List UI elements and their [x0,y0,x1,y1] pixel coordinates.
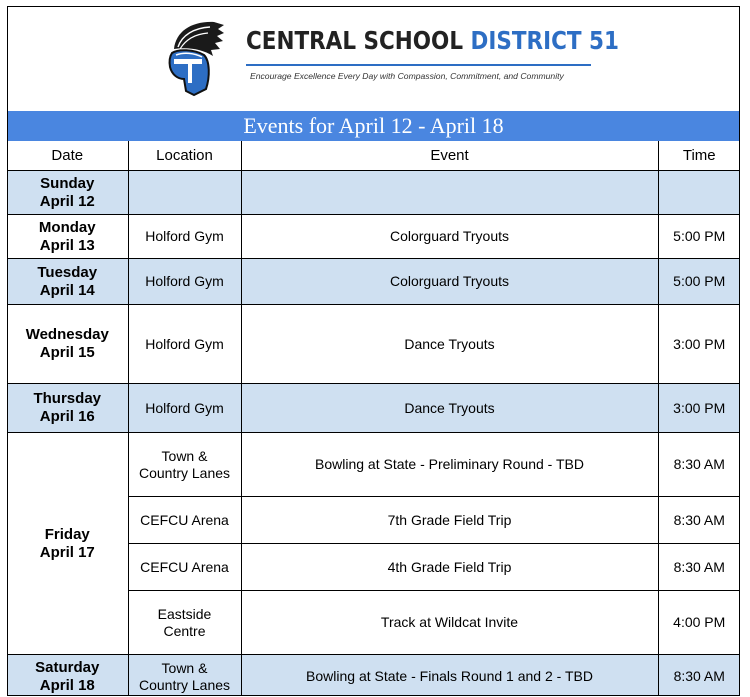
table-row [7,384,740,433]
location-cell: Holford Gym [128,259,241,305]
day-date: April 16 [39,408,95,425]
date-cell [7,305,128,384]
header-date: Date [7,141,128,171]
header-location: Location [128,141,241,171]
tagline: Encourage Excellence Every Day with Compassion, Commitment, and Community [250,71,564,81]
date-cell [7,171,128,215]
day-date: April 14 [39,281,95,299]
event-cell: Bowling at State - Preliminary Round - TBD [241,433,658,497]
location-cell [128,655,241,697]
location-line: Country Lanes [138,676,231,693]
events-table [7,141,740,696]
location-line: Eastside [157,605,212,622]
day-date: April 15 [39,344,95,361]
time-cell: 3:00 PM [658,305,740,384]
event-cell: Dance Tryouts [241,305,658,384]
header-event: Event [241,141,658,171]
time-cell: 3:00 PM [658,384,740,433]
time-cell: 8:30 AM [658,433,740,497]
day-name: Tuesday [37,263,98,281]
location-cell [128,591,241,655]
events-banner: Events for April 12 - April 18 [8,111,739,141]
day-name: Thursday [33,390,101,407]
day-name: Monday [38,218,96,236]
location-line: Town & [161,447,208,464]
header [8,7,739,111]
district-name-part1: CENTRAL SCHOOL [246,26,471,55]
day-name: Sunday [40,174,95,192]
time-cell: 4:00 PM [658,591,740,655]
event-cell [241,171,658,215]
brand [246,26,680,81]
date-cell [7,384,128,433]
day-date: April 17 [39,543,95,561]
header-row [7,141,740,171]
day-name: Saturday [35,658,100,676]
event-cell: 7th Grade Field Trip [241,497,658,544]
district-name [246,26,619,56]
location-cell: CEFCU Arena [128,497,241,544]
location-cell [128,433,241,497]
date-cell [7,259,128,305]
time-cell: 5:00 PM [658,215,740,259]
day-date: April 12 [39,192,95,210]
day-name: Friday [44,525,90,543]
location-cell: Holford Gym [128,384,241,433]
date-cell [7,433,128,655]
location-line: Centre [163,622,206,639]
location-line: Town & [161,659,208,676]
time-cell [658,171,740,215]
event-cell: Bowling at State - Finals Round 1 and 2 - TBD [241,655,658,697]
table-row [7,433,740,497]
district-name-part2: DISTRICT 51 [470,26,619,55]
event-cell: Dance Tryouts [241,384,658,433]
date-cell [7,655,128,697]
day-name: Wednesday [25,326,109,343]
location-cell: Holford Gym [128,305,241,384]
date-cell [7,215,128,259]
event-cell: Colorguard Tryouts [241,259,658,305]
brand-underline [246,64,591,66]
location-cell [128,171,241,215]
table-row [7,171,740,215]
table-row [7,259,740,305]
time-cell: 5:00 PM [658,259,740,305]
location-cell: Holford Gym [128,215,241,259]
table-row [7,655,740,697]
events-document [7,6,740,696]
time-cell: 8:30 AM [658,497,740,544]
event-cell: Colorguard Tryouts [241,215,658,259]
location-cell: CEFCU Arena [128,544,241,591]
event-cell: Track at Wildcat Invite [241,591,658,655]
time-cell: 8:30 AM [658,655,740,697]
day-date: April 13 [39,236,95,254]
location-line: Country Lanes [138,464,231,481]
table-row [7,215,740,259]
event-cell: 4th Grade Field Trip [241,544,658,591]
table-row [7,305,740,384]
header-time: Time [658,141,740,171]
spartan-helmet-icon [164,19,226,97]
time-cell: 8:30 AM [658,544,740,591]
day-date: April 18 [39,676,95,694]
